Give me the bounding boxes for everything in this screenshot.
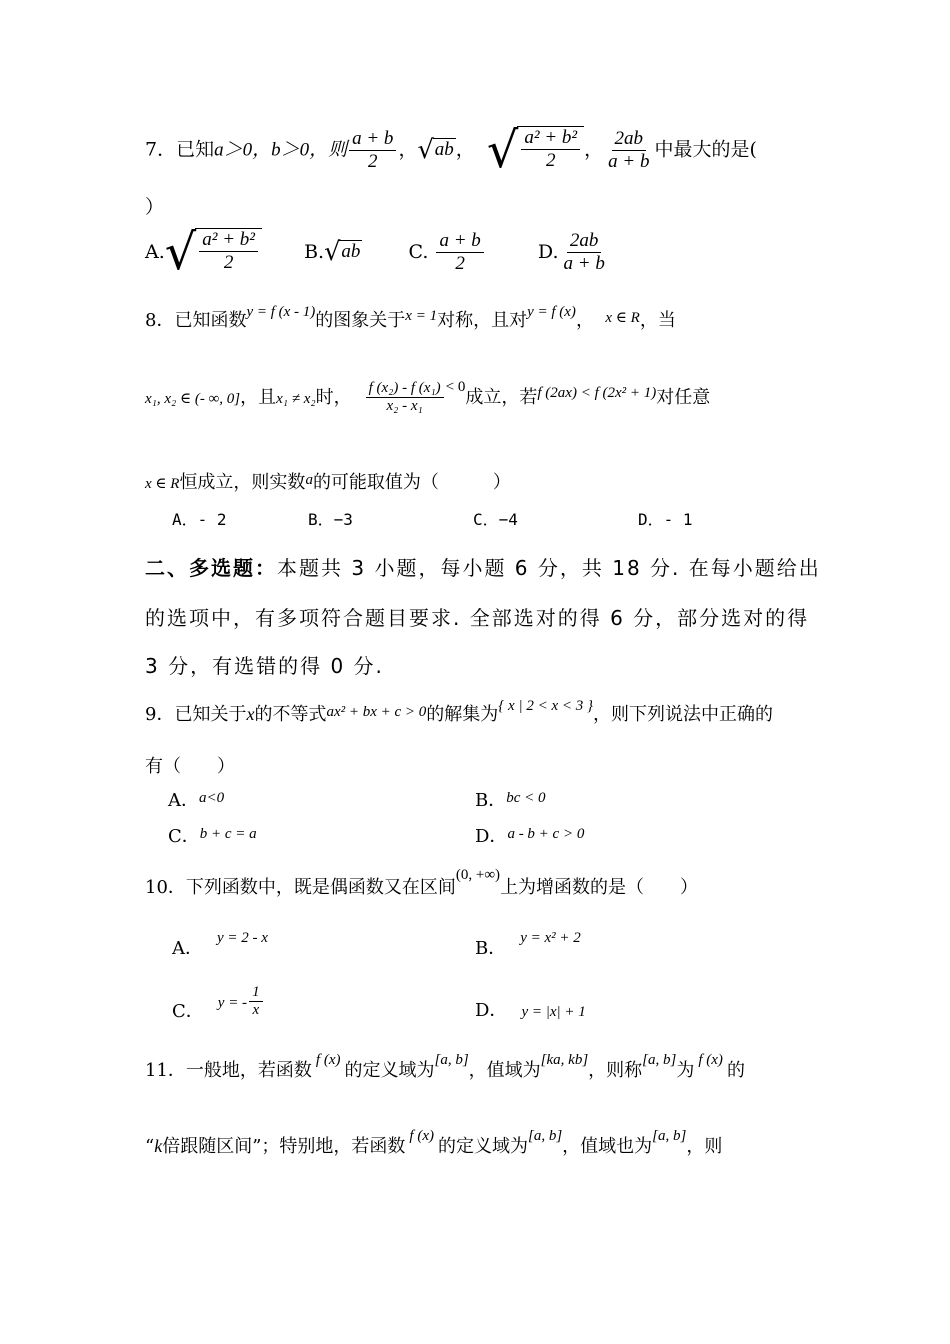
q10-option-d: D． y = |x| + 1 <box>475 1000 586 1021</box>
q8-func2: y = f (x) <box>527 304 576 320</box>
section2-line2: 的选项中，有多项符合题目要求. 全部选对的得 6 分，部分选对的得 <box>145 606 810 630</box>
q8-domain2: x ∈ R <box>145 476 180 492</box>
q10-line1: 10．下列函数中，既是偶函数又在区间$^{(0, +\infty)}$上为增函数的是（ ） <box>145 867 699 898</box>
q11-line2: “k倍跟随区间”；特别地，若函数 $^{f (x)}$ 的定义域为[a, b]，值域也为[a, b]，则 <box>145 1128 723 1157</box>
q8-axis: x = 1 <box>405 308 438 324</box>
q8-option-c: C．−4 <box>473 510 518 529</box>
q7-options <box>145 223 610 281</box>
q7-suffix: 中最大的是( <box>654 138 757 161</box>
q8-ineq2: f (2ax) < f (2x² + 1) <box>537 384 657 401</box>
q8-line2: x₁, x₂ ∈ (- ∞, 0]，且x₁ ≠ x₂时， $\frac{\text{f (x₂) - f (x₁)}}{\text{x₂ - x₁}}$ $^{< 0}$成立，若$^{f (2ax) < f (2x^2 + 1)}$对任意 <box>145 378 711 415</box>
q8-line1: 8．已知函数$^{y = f (x - 1)}$的图象关于$^{x = 1}$对称，且对$^{y = f (x)}$， $^{x \in R}$，当 <box>145 304 676 331</box>
q10-option-c: C． y = - $\frac{1}{x}$ <box>172 984 265 1020</box>
q7-item-2: √ ab <box>417 134 454 165</box>
section2-line3: 3 分，有选错的得 0 分. <box>145 654 384 678</box>
q7-close: ） <box>145 196 165 218</box>
q11-line1: 11．一般地，若函数 $^{f (x)}$ 的定义域为[a, b]，值域为[ka, kb]，则称[a, b]为 $^{f (x)}$ 的 <box>145 1052 745 1081</box>
q8-ineq: < 0 <box>445 378 466 395</box>
section2-line1: 二、多选题：本题共 3 小题，每小题 6 分，共 18 分. 在每小题给出 <box>145 556 821 580</box>
q7-option-d: D. $\frac{2ab}{a + b}$ <box>537 230 605 275</box>
q7-option-a: A. √ $\frac{\text{a² + b²}}{2}$ <box>145 241 262 263</box>
q9-ineq: ax² + bx + c > 0 <box>326 704 427 720</box>
q9-line1: 9．已知关于x的不等式$^{ax^2 + bx + c > 0}$的解集为$^{\{ x | 2 < x < 3 \}}$，则下列说法中正确的 <box>145 698 773 725</box>
q10-option-a: A． y = 2 - x <box>172 930 268 959</box>
q8-option-d: D．- 1 <box>638 510 693 529</box>
section2-title: 二、多选题： <box>145 556 277 580</box>
q8-domain: x ∈ R <box>605 310 640 326</box>
q8-option-a: A．- 2 <box>172 510 227 529</box>
q9-option-b: B．$^{bc < 0}$ <box>475 790 546 811</box>
q9-set: { x | 2 < x < 3 } <box>498 698 593 714</box>
q7-prefix: 7．已知 <box>145 138 215 161</box>
q10-interval: (0, +∞) <box>455 867 501 883</box>
q7-line1: 7．已知a＞0，b＞0，则 $\frac{a + b}{2}$ ， √ ab ， √ $\frac{\text{a² + b²}}{2}$ ， $\frac{2ab}{a + b}$ 中最大的是( <box>145 121 757 179</box>
q8-var: a <box>305 472 313 488</box>
q8-fraction: $\frac{\text{f (x₂) - f (x₁)}}{\text{x₂ - x₁}}$ <box>366 380 444 416</box>
q7-item-3: √ $\frac{\text{a² + b²}}{2}$ <box>487 126 584 175</box>
q7-condition: a＞0，b＞0，则 <box>214 139 348 161</box>
q10-option-b: B． y = x² + 2 <box>475 930 581 959</box>
q7-item-1: $\frac{a + b}{2}$ <box>349 128 396 173</box>
q9-option-c: C．$^{b + c = a}$ <box>168 826 257 847</box>
q9-line2: 有（ ） <box>145 756 235 777</box>
q8-interval: x₁, x₂ ∈ (- ∞, 0] <box>145 390 241 407</box>
q9-option-d: D．$^{a - b + c > 0}$ <box>475 826 585 847</box>
q8-option-b: B．−3 <box>308 510 353 529</box>
q8-line3: x ∈ R恒成立，则实数$^a$的可能取值为（ ） <box>145 472 511 493</box>
q9-option-a: A．$^{a<0}$ <box>168 790 225 811</box>
q8-func1: y = f (x - 1) <box>246 304 316 320</box>
q7-option-b: B. √ ab <box>304 236 361 267</box>
q7-item-4: $\frac{2ab}{a + b}$ <box>608 128 650 173</box>
q7-option-c: C. $\frac{a + b}{2}$ <box>409 241 486 263</box>
q8-neq: x₁ ≠ x₂ <box>276 390 316 407</box>
